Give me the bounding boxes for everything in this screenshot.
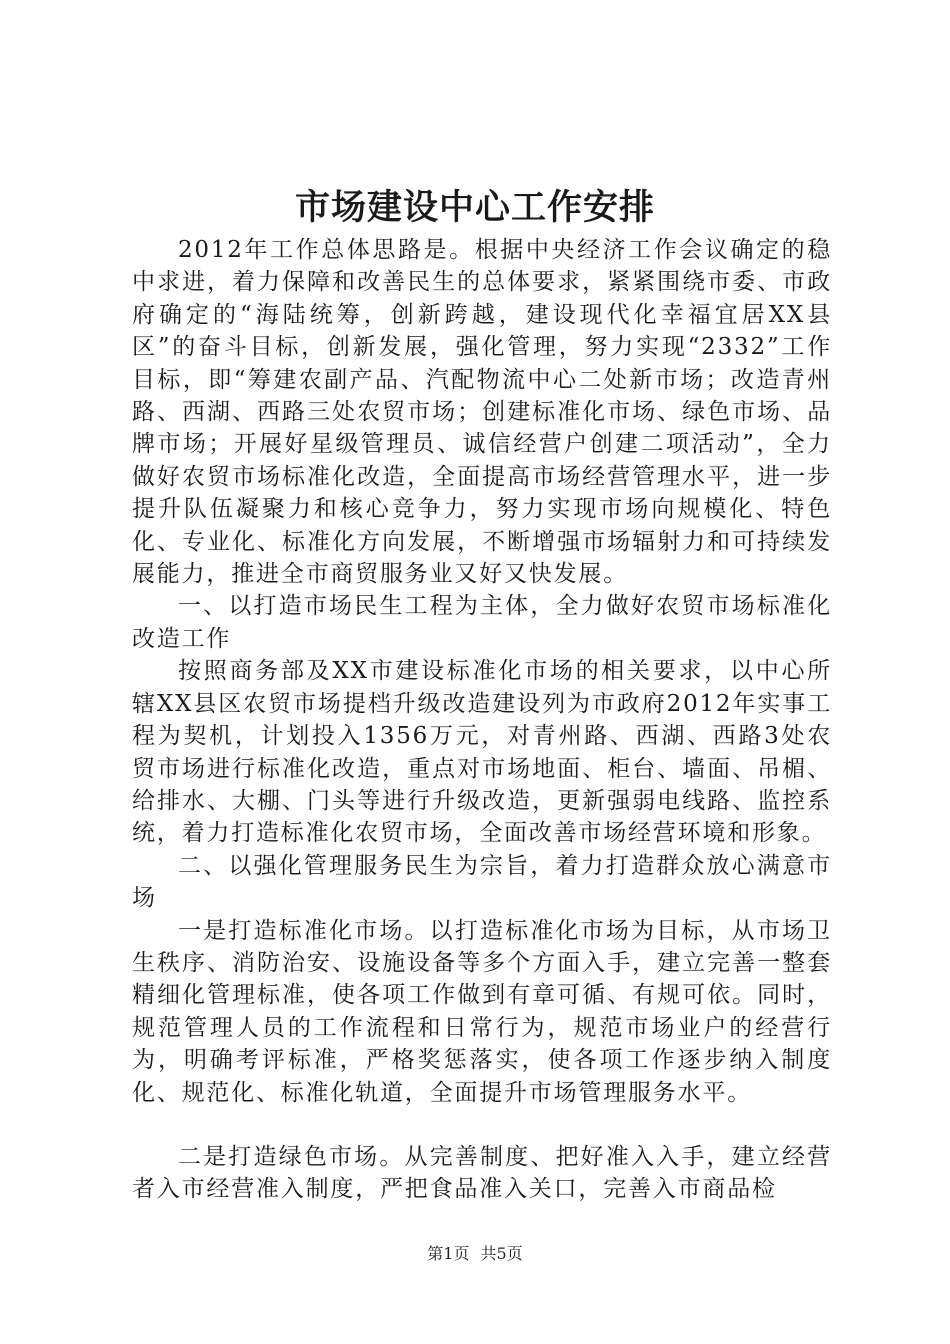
document-title: 市场建设中心工作安排: [294, 187, 655, 228]
paragraph-green-market: 二是打造绿色市场。从完善制度、把好准入入手，建立经营者入市经营准入制度，严把食品准入关口，完善入市商品检: [132, 1143, 832, 1203]
page-total: 共5页: [480, 1244, 523, 1263]
section-heading-2: 二、以强化管理服务民生为宗旨，着力打造群众放心满意市场: [132, 852, 832, 912]
document-body: [132, 234, 832, 1206]
paragraph-standardization: 按照商务部及XX市建设标准化市场的相关要求，以中心所辖XX县区农贸市场提档升级改造建设列为市政府2012年实事工程为契机，计划投入1356万元，对青州路、西湖、西路3处农贸市场进行标准化改造，重点对市场地面、柜台、墙面、吊楣、给排水、大棚、门头等进行升级改造，更新强弱电线路、监控系统，着力打造标准化农贸市场，全面改善市场经营环境和形象。: [132, 658, 832, 847]
page-number: 第1页: [427, 1244, 470, 1263]
paragraph-standard-market: 一是打造标准化市场。以打造标准化市场为目标，从市场卫生秩序、消防治安、设施设备等多个方面入手，建立完善一整套精细化管理标准，使各项工作做到有章可循、有规可依。同时，规范管理人员的工作流程和日常行为，规范市场业户的经营行为，明确考评标准，严格奖惩落实，使各项工作逐步纳入制度化、规范化、标准化轨道，全面提升市场管理服务水平。: [132, 917, 832, 1106]
paragraph-overall-plan: 2012年工作总体思路是。根据中央经济工作会议确定的稳中求进，着力保障和改善民生的总体要求，紧紧围绕市委、市政府确定的“海陆统筹，创新跨越，建设现代化幸福宜居XX县区”的奋斗目标，创新发展，强化管理，努力实现“2332”工作目标，即“筹建农副产品、汽配物流中心二处新市场；改造青州路、西湖、西路三处农贸市场；创建标准化市场、绿色市场、品牌市场；开展好星级管理员、诚信经营户创建二项活动”，全力做好农贸市场标准化改造，全面提高市场经营管理水平，进一步提升队伍凝聚力和核心竞争力，努力实现市场向规模化、特色化、专业化、标准化方向发展，不断增强市场辐射力和可持续发展能力，推进全市商贸服务业又好又快发展。: [132, 237, 832, 588]
page-footer: [0, 1243, 950, 1265]
section-heading-1: 一、以打造市场民生工程为主体，全力做好农贸市场标准化改造工作: [132, 593, 832, 652]
